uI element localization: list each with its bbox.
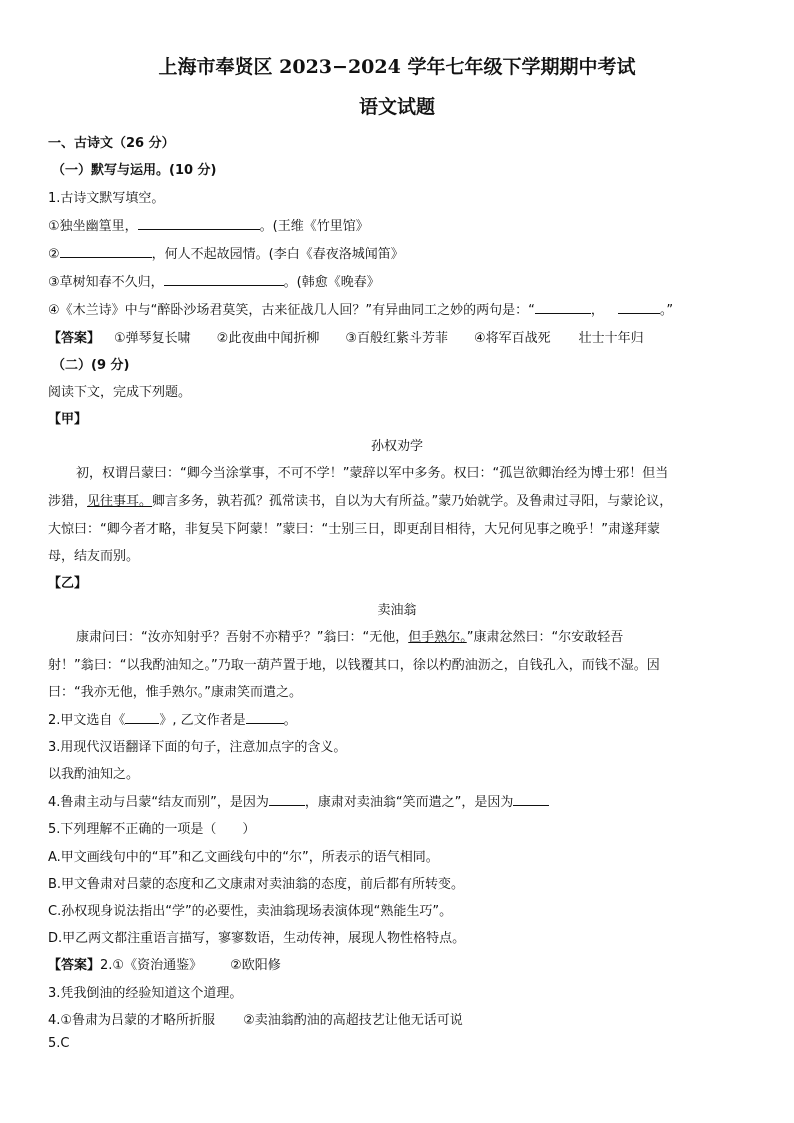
item-text: ③草树知春不久归， — [48, 275, 164, 290]
answer-blank — [164, 273, 284, 286]
answer-2 — [48, 954, 281, 973]
text: 康肃问曰：“汝亦知射乎？吾射不亦精乎？”翁曰：“无他， — [76, 630, 409, 645]
passage-yi-line — [76, 626, 623, 645]
passage-title-jia: 孙权劝学 — [370, 439, 423, 454]
passage-title-yi: 卖油翁 — [377, 603, 417, 618]
answer-blank — [60, 245, 152, 258]
option-d: D.甲乙两文都注重语言描写，寥寥数语，生动传神，展现人物性格特点。 — [48, 931, 466, 946]
question-1-item-2 — [48, 243, 404, 262]
item-text: ④《木兰诗》中与“醉卧沙场君莫笑，古来征战几人回？”有异曲同工之妙的两句是：“ — [48, 303, 535, 318]
text: 。 — [283, 713, 297, 728]
option-a: A.甲文画线句中的“耳”和乙文画线句中的“尔”，所表示的语气相同。 — [48, 850, 439, 865]
item-text: ② — [48, 247, 60, 262]
passage-jia-line: 母，结友而别。 — [48, 549, 140, 564]
text: 4.鲁肃主动与吕蒙“结友而别”，是因为 — [48, 795, 269, 810]
text: 》, 乙文作者是 — [159, 713, 246, 728]
passage-jia-line: 初，权谓吕蒙曰：“卿今当涂掌事，不可不学！”蒙辞以军中多务。权曰：“孤岂欲卿治经为博士邪！但当 — [76, 466, 669, 481]
question-3: 3.用现代汉语翻译下面的句子，注意加点字的含义。 — [48, 740, 347, 755]
question-1: 1.古诗文默写填空。 — [48, 191, 165, 206]
option-c: C.孙权现身说法指出“学”的必要性，卖油翁现场表演体现“熟能生巧”。 — [48, 904, 453, 919]
item-source: 。(韩愈《晚春》 — [283, 275, 380, 290]
underlined-sentence: 但手熟尔。 — [408, 630, 467, 645]
reading-instruction: 阅读下文，完成下列题。 — [48, 385, 192, 400]
quote-end: 。” — [659, 303, 674, 318]
passage-yi-line: 曰：“我亦无他，惟手熟尔。”康肃笑而遣之。 — [48, 685, 302, 700]
answer-blank — [535, 301, 591, 314]
item-text: ①独坐幽篁里， — [48, 219, 138, 234]
part-heading-2: （二）(9 分) — [52, 358, 130, 373]
passage-label-jia: 【甲】 — [48, 412, 88, 427]
answer-blank — [618, 301, 660, 314]
passage-jia-line — [48, 490, 672, 509]
answer-label: 【答案】 — [48, 958, 101, 973]
answer-label: 【答案】 — [48, 331, 101, 346]
text: ”康肃忿然曰：“尔安敢轻吾 — [466, 630, 624, 645]
option-b: B.甲文鲁肃对吕蒙的态度和乙文康肃对卖油翁的态度，前后都有所转变。 — [48, 877, 465, 892]
answer-3: 3.凭我倒油的经验知道这个道理。 — [48, 986, 243, 1001]
answer-blank — [246, 711, 284, 724]
passage-label-yi: 【乙】 — [48, 576, 88, 591]
answer-blank — [513, 793, 549, 806]
separator: ， — [590, 303, 604, 318]
item-source: ，何人不起故园情。(李白《春夜洛城闻笛》 — [151, 247, 404, 262]
answer-5: 5.C — [48, 1036, 70, 1051]
answer-item: ②卖油翁酌油的高超技艺让他无话可说 — [243, 1013, 463, 1028]
underlined-sentence: 见往事耳。 — [87, 494, 153, 509]
passage-jia-line: 大惊曰：“卿今者才略，非复吴下阿蒙！”蒙曰：“士别三日，即更刮目相待，大兄何见事之晚乎！”肃遂拜蒙 — [48, 522, 660, 537]
part-heading-1: （一）默写与运用。(10 分) — [52, 163, 217, 178]
answer-blank — [125, 711, 159, 724]
answer-item: 2.①《资治通鉴》 — [100, 958, 203, 973]
text: 2.甲文选自《 — [48, 713, 126, 728]
answer-item: ③百般红紫斗芳菲 — [345, 331, 448, 346]
question-1-item-3 — [48, 271, 380, 290]
answer-item: ②此夜曲中闻折柳 — [216, 331, 320, 346]
answer-item: 壮士十年归 — [578, 331, 644, 346]
question-2 — [48, 709, 297, 728]
page-title: 上海市奉贤区 2023−2024 学年七年级下学期期中考试 — [158, 56, 636, 78]
passage-yi-line: 射！”翁曰：“以我酌油知之。”乃取一葫芦置于地，以钱覆其口，徐以杓酌油沥之，自钱孔入，而钱不湿。因 — [48, 658, 660, 673]
section-heading: 一、古诗文（26 分） — [48, 136, 175, 151]
question-5: 5.下列理解不正确的一项是（ ） — [48, 822, 256, 837]
text: 卿言多务，孰若孤？孤常读书，自以为大有所益。”蒙乃始就学。及鲁肃过寻阳，与蒙论议， — [152, 494, 673, 509]
text: 涉猎， — [48, 494, 88, 509]
answer-blank — [269, 793, 305, 806]
item-source: 。(王维《竹里馆》 — [259, 219, 369, 234]
question-4 — [48, 791, 549, 810]
answer-item: ①弹琴复长啸 — [114, 331, 191, 346]
answer-4 — [48, 1009, 463, 1028]
answer-item: ②欧阳修 — [230, 958, 281, 973]
page-subtitle: 语文试题 — [358, 96, 435, 118]
answer-blank — [138, 217, 260, 230]
question-1-item-1 — [48, 215, 369, 234]
answer-item: ④将军百战死 — [473, 331, 551, 346]
question-3-sentence: 以我酌油知之。 — [48, 767, 140, 782]
question-1-item-4 — [48, 299, 673, 318]
answer-item: 4.①鲁肃为吕蒙的才略所折服 — [48, 1013, 216, 1028]
answer-1 — [48, 327, 644, 346]
text: ，康肃对卖油翁“笑而遣之”，是因为 — [304, 795, 514, 810]
